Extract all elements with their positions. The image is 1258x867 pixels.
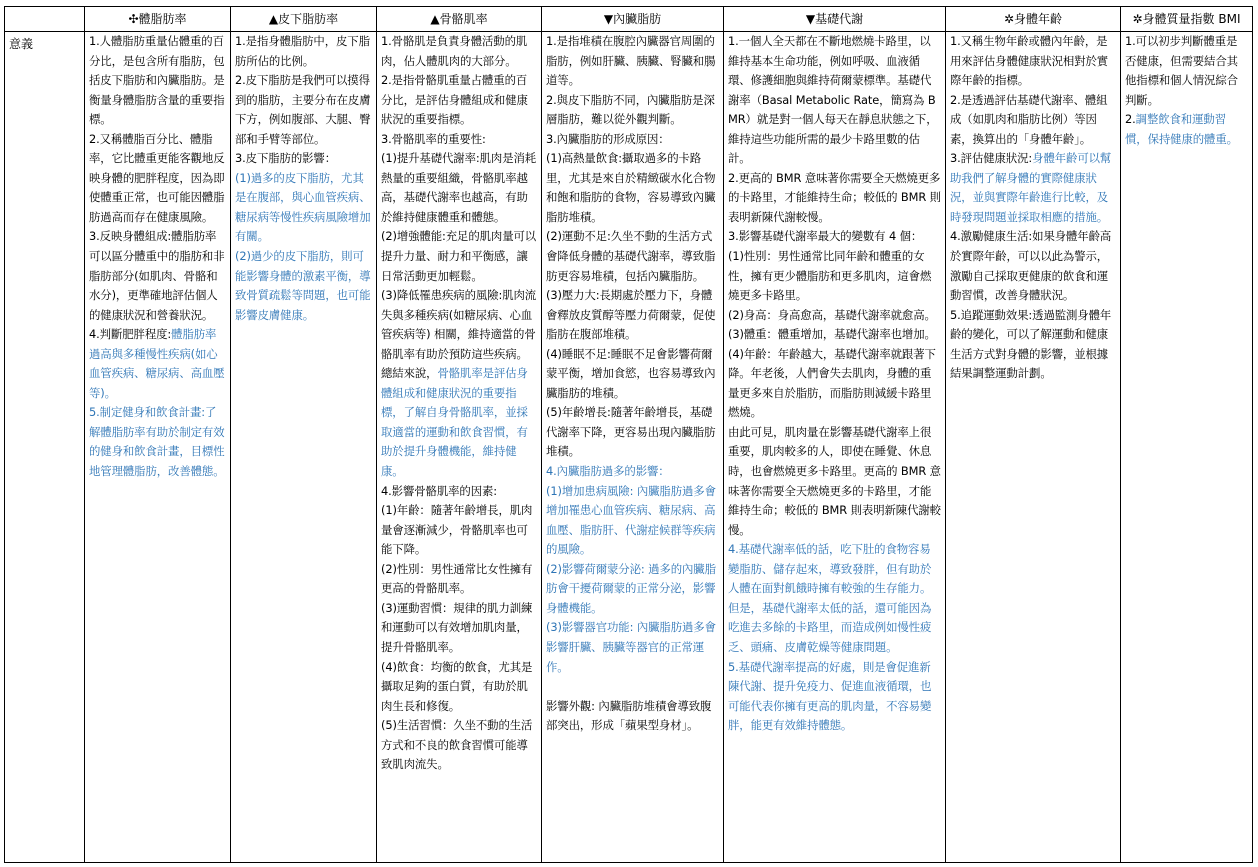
bmr-paragraph (728, 423, 941, 540)
bmi-paragraph (1125, 110, 1248, 149)
visceral-fat-paragraph (546, 149, 719, 227)
body-text: 3.皮下脂肪的影響： (235, 151, 336, 166)
body-text: (3)壓力大:長期處於壓力下，身體會釋放皮質醇等壓力荷爾蒙，促使脂肪在腹部堆積。 (546, 288, 716, 342)
bmi-paragraph (1125, 32, 1248, 110)
cell-skeletal-muscle (377, 32, 542, 863)
skeletal-muscle-paragraph (381, 227, 537, 286)
cell-body-fat (85, 32, 231, 863)
body-fat-paragraph (89, 32, 226, 130)
visceral-fat-paragraph (546, 403, 719, 462)
body-text: 4.激勵健康生活:如果身體年齡高於實際年齡，可以以此為警示，激勵自己採取更健康的飲食和運動習慣，改善身體狀況。 (950, 229, 1112, 303)
body-text: 3.內臟脂肪的形成原因： (546, 131, 670, 146)
skeletal-muscle-paragraph (381, 149, 537, 227)
body-text: 2.與皮下脂肪不同，內臟脂肪是深層脂肪，難以從外觀判斷。 (546, 92, 715, 127)
highlighted-text: 調整飲食和運動習慣，保持健康的體重。 (1125, 112, 1238, 146)
visceral-fat-paragraph (546, 618, 719, 677)
bmr-paragraph (728, 540, 941, 657)
highlighted-text: (2)影響荷爾蒙分泌: 過多的內臟脂肪會干擾荷爾蒙的正常分泌，影響身體機能。 (546, 561, 716, 615)
bmr-paragraph (728, 247, 941, 306)
body-text: 1.人體脂肪重量佔體重的百分比，是包含所有脂肪，包括皮下脂肪和內臟脂肪。是衡量身體脂肪含量的重要指標。 (89, 34, 225, 127)
visceral-fat-paragraph (546, 286, 719, 345)
cell-subcutaneous-fat (231, 32, 377, 863)
body-text: 4.判斷肥胖程度: (89, 327, 172, 342)
body-text: (2)運動不足:久坐不動的生活方式會降低身體的基礎代謝率，導致脂肪更容易堆積，包括內臟脂肪。 (546, 229, 716, 283)
body-age-paragraph (950, 149, 1116, 227)
body-text: (4)睡眠不足:睡眠不足會影響荷爾蒙平衡，增加食慾，也容易導致內臟脂肪的堆積。 (546, 346, 716, 400)
highlighted-text: 4.基礎代謝率低的話，吃下肚的食物容易變脂肪、儲存起來，導致發胖，但有助於人體在面對飢餓時擁有較強的生存能力。但是，基礎代謝率太低的話，還可能因為吃進去多餘的卡路里，而造成例如慢性疲乏、頭痛、皮膚乾燥等健康問題。 (728, 542, 932, 654)
body-text: 4.影響骨骼肌率的因素: (381, 483, 498, 498)
body-text: 3.評估健康狀況: (950, 151, 1033, 166)
body-age-paragraph (950, 227, 1116, 305)
skeletal-muscle-paragraph (381, 482, 537, 502)
body-text: 2. (1125, 112, 1136, 127)
body-metrics-table (4, 6, 1253, 863)
body-text: 3.反映身體組成:體脂肪率可以區分體重中的脂肪和非脂肪部分(如肌肉、骨骼和水分)，更準確地評估個人的健康狀況和營養狀況。 (89, 229, 225, 322)
skeletal-muscle-paragraph (381, 560, 537, 599)
skeletal-muscle-paragraph (381, 599, 537, 658)
body-text: 1.骨骼肌是負責身體活動的肌肉，佔人體肌肉的大部分。 (381, 34, 528, 68)
cell-visceral-fat (542, 32, 724, 863)
bmr-paragraph (728, 227, 941, 247)
body-text: 2.是指骨骼肌重量占體重的百分比，是評估身體組成和健康狀況的重要指標。 (381, 73, 528, 127)
visceral-fat-paragraph (546, 345, 719, 404)
body-text: 1.是指堆積在腹腔內臟器官周圍的脂肪，例如肝臟、胰臟、腎臟和腸道等。 (546, 34, 716, 88)
body-text: 3.骨骼肌率的重要性: (381, 131, 486, 146)
bmr-paragraph (728, 32, 941, 169)
body-text: 1.可以初步判斷體重是否健康，但需要結合其他指標和個人情況綜合判斷。 (1125, 34, 1238, 107)
bmr-paragraph (728, 658, 941, 736)
highlighted-text: 身體年齡可以幫助我們了解身體的實際健康狀況，並與實際年齡進行比較，及時發現問題並採取相應的措施。 (950, 151, 1112, 224)
body-text: (4)年齡：年齡越大，基礎代謝率就跟著下降。年老後，人們會失去肌肉，身體的重量更多來自於脂肪，而脂肪則減緩卡路里燃燒。 (728, 346, 936, 420)
body-text: (1)提升基礎代謝率:肌肉是消耗熱量的重要組織，骨骼肌率越高，基礎代謝率也越高，有助於維持健康體重和體態。 (381, 151, 537, 224)
visceral-fat-paragraph (546, 91, 719, 130)
body-fat-paragraph (89, 403, 226, 481)
body-text: 1.是指身體脂肪中，皮下脂肪所佔的比例。 (235, 34, 370, 68)
subcutaneous-fat-paragraph (235, 71, 372, 149)
body-text: 2.更高的 BMR 意味著你需要全天燃燒更多的卡路里，才能維持生命；較低的 BMR 則表明新陳代謝較慢。 (728, 170, 941, 224)
skeletal-muscle-paragraph (381, 364, 537, 481)
skeletal-muscle-paragraph (381, 286, 537, 364)
header-row (5, 7, 1253, 32)
body-text: 由此可見，肌肉量在影響基礎代謝率上很重要，肌肉較多的人，即使在睡覺、休息時，也會燃燒更多卡路里。更高的 BMR 意味著你需要全天燃燒更多的卡路里，才能維持生命；較低的 BMR 則表明新陳代謝較慢。 (728, 424, 941, 537)
body-text: (1)年齡：隨著年齡增長，肌肉量會逐漸減少，骨骼肌率也可能下降。 (381, 503, 533, 557)
visceral-fat-paragraph (546, 32, 719, 91)
visceral-fat-paragraph (546, 560, 719, 619)
body-text: (3)體重：體重增加，基礎代謝率也增加。 (728, 327, 936, 342)
body-age-paragraph (950, 306, 1116, 384)
highlighted-text: 骨骼肌率是評估身體組成和健康狀況的重要指標，了解自身骨骼肌率，並採取適當的運動和飲食習慣，有助於提升身體機能，維持健康。 (381, 366, 528, 479)
body-text: (2)性別：男性通常比女性擁有更高的骨骼肌率。 (381, 561, 533, 596)
body-fat-paragraph (89, 227, 226, 325)
body-text: (5)年齡增長:隨著年齡增長，基礎代謝率下降，更容易出現內臟脂肪堆積。 (546, 405, 716, 459)
highlighted-text: 體脂肪率過高與多種慢性疾病(如心血管疾病、糖尿病、高血壓等)。 (89, 327, 225, 400)
subcutaneous-fat-paragraph (235, 32, 372, 71)
subcutaneous-fat-paragraph (235, 169, 372, 247)
body-age-paragraph (950, 91, 1116, 150)
subcutaneous-fat-paragraph (235, 149, 372, 169)
visceral-fat-paragraph (546, 130, 719, 150)
bmr-paragraph (728, 306, 941, 326)
highlighted-text: 4.內臟脂肪過多的影響： (546, 464, 670, 479)
cell-body-age (946, 32, 1121, 863)
skeletal-muscle-paragraph (381, 501, 537, 560)
body-text: 總結來說， (381, 366, 438, 381)
highlighted-text: (3)影響器官功能: 內臟脂肪過多會影響肝臟、胰臟等器官的正常運作。 (546, 620, 716, 674)
header-skeletal-muscle: ▲骨骼肌率 (377, 7, 542, 32)
body-text: (1)性別：男性通常比同年齡和體重的女性，擁有更少體脂肪和更多肌肉，這會燃燒更多卡路里。 (728, 249, 932, 303)
subcutaneous-fat-paragraph (235, 247, 372, 325)
body-text: 影響外觀: 內臟脂肪堆積會導致腹部突出，形成「蘋果型身材」。 (546, 698, 712, 733)
visceral-fat-paragraph (546, 677, 719, 697)
body-text: 2.又稱體脂百分比、體脂率，它比體重更能客觀地反映身體的肥胖程度，因為即使體重正常，也可能因體脂肪過高而存在健康風險。 (89, 131, 225, 224)
header-body-fat: ✣體脂肪率 (85, 7, 231, 32)
corner-cell (5, 7, 85, 32)
body-text: 1.又稱生物年齡或體內年齡，是用來評估身體健康狀況相對於實際年齡的指標。 (950, 34, 1109, 88)
body-age-paragraph (950, 32, 1116, 91)
highlighted-text: 5.基礎代謝率提高的好處，則是會促進新陳代謝、提升免疫力、促進血液循環，也可能代表你擁有更高的肌肉量，不容易變胖，能更有效維持體態。 (728, 659, 932, 733)
body-text: (3)降低罹患疾病的風險:肌肉流失與多種疾病(如糖尿病、心血管疾病等) 相關，維持適當的骨骼肌率有助於預防這些疾病。 (381, 288, 537, 361)
skeletal-muscle-paragraph (381, 658, 537, 717)
header-bmr: ▼基礎代謝 (724, 7, 946, 32)
visceral-fat-paragraph (546, 462, 719, 482)
body-fat-paragraph (89, 130, 226, 228)
header-visceral-fat: ▼內臟脂肪 (542, 7, 724, 32)
body-text: 2.皮下脂肪是我們可以摸得到的脂肪，主要分布在皮膚下方，例如腹部、大腿、臀部和手臂等部位。 (235, 73, 371, 146)
body-text: 3.影響基礎代謝率最大的變數有 4 個： (728, 229, 923, 244)
header-body-age: ✲身體年齡 (946, 7, 1121, 32)
bmr-paragraph (728, 325, 941, 345)
row-label-meaning: 意義 (5, 32, 85, 863)
visceral-fat-paragraph (546, 227, 719, 286)
bmr-paragraph (728, 345, 941, 423)
body-text: 5.追蹤運動效果:透過監測身體年齡的變化，可以了解運動和健康生活方式對身體的影響，並根據結果調整運動計劃。 (950, 307, 1112, 381)
body-text: (4)飲食：均衡的飲食，尤其是攝取足夠的蛋白質，有助於肌肉生長和修復。 (381, 659, 533, 713)
highlighted-text: (1)增加患病風險: 內臟脂肪過多會增加罹患心血管疾病、糖尿病、高血壓、脂肪肝、代謝症候群等疾病的風險。 (546, 483, 716, 557)
meaning-row (5, 32, 1253, 863)
body-fat-paragraph (89, 325, 226, 403)
bmr-paragraph (728, 169, 941, 228)
skeletal-muscle-paragraph (381, 716, 537, 775)
header-bmi: ✲身體質量指數 BMI (1121, 7, 1253, 32)
highlighted-text: (2)過少的皮下脂肪，則可能影響身體的激素平衡，導致骨質疏鬆等問題，也可能影響皮膚健康。 (235, 249, 371, 322)
cell-bmi (1121, 32, 1253, 863)
body-text: 1.一個人全天都在不斷地燃燒卡路里，以維持基本生命功能，例如呼吸、血液循環、修護細胞與維持荷爾蒙標準。基礎代謝率（Basal Metabolic Rate，簡寫為 BMR）就是對一個人每天在靜息狀態之下，維持這些功能所需的最少卡路里數的估計。 (728, 34, 938, 166)
skeletal-muscle-paragraph (381, 71, 537, 130)
highlighted-text: (1)過多的皮下脂肪，尤其是在腹部，與心血管疾病、糖尿病等慢性疾病風險增加有關。 (235, 170, 371, 244)
body-text: (5)生活習慣：久坐不動的生活方式和不良的飲食習慣可能導致肌肉流失。 (381, 718, 533, 772)
visceral-fat-paragraph (546, 697, 719, 736)
skeletal-muscle-paragraph (381, 130, 537, 150)
body-text: (3)運動習慣：規律的肌力訓練和運動可以有效增加肌肉量，提升骨骼肌率。 (381, 600, 533, 654)
body-text: (2)增強體能:充足的肌肉量可以提升力量、耐力和平衡感，讓日常活動更加輕鬆。 (381, 229, 537, 283)
header-subcutaneous-fat: ▲皮下脂肪率 (231, 7, 377, 32)
body-text: (1)高熱量飲食:攝取過多的卡路里，尤其是來自於精緻碳水化合物和飽和脂肪的食物，容易導致內臟脂肪堆積。 (546, 151, 716, 224)
body-text: 2.是透過評估基礎代謝率、體組成（如肌肉和脂肪比例）等因素，換算出的「身體年齡」。 (950, 92, 1108, 146)
body-text: (2)身高：身高愈高，基礎代謝率就愈高。 (728, 307, 936, 322)
cell-bmr (724, 32, 946, 863)
highlighted-text: 5.制定健身和飲食計畫:了解體脂肪率有助於制定有效的健身和飲食計畫，目標性地管理體脂肪，改善體態。 (89, 405, 225, 479)
skeletal-muscle-paragraph (381, 32, 537, 71)
visceral-fat-paragraph (546, 482, 719, 560)
